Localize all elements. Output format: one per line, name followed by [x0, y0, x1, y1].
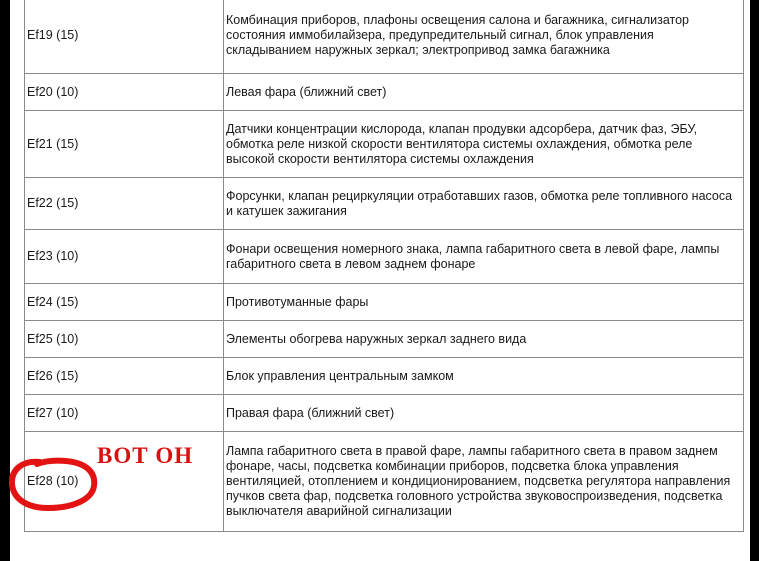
fuse-description-cell: Комбинация приборов, плафоны освещения салона и багажника, сигнализатор состояния иммобилайзера, предупредительный сигнал, блок управления складыванием наружных зеркал; электропривод замка багажника	[224, 0, 744, 74]
fuse-description-cell: Правая фара (ближний свет)	[224, 395, 744, 432]
fuse-description-cell: Фонари освещения номерного знака, лампа габаритного света в левой фаре, лампы габаритного света в левом заднем фонаре	[224, 230, 744, 284]
fuse-code-cell: Ef26 (15)	[25, 358, 224, 395]
right-border	[750, 0, 759, 561]
table-row	[25, 74, 744, 111]
fuse-description-cell: Блок управления центральным замком	[224, 358, 744, 395]
fuse-description-cell: Элементы обогрева наружных зеркал заднего вида	[224, 321, 744, 358]
table-row	[25, 111, 744, 178]
fuse-description-cell: Противотуманные фары	[224, 284, 744, 321]
fuse-code-cell: Ef19 (15)	[25, 0, 224, 74]
fuse-code-cell: Ef24 (15)	[25, 284, 224, 321]
page-content	[10, 0, 750, 561]
fuse-description-cell: Форсунки, клапан рециркуляции отработавших газов, обмотка реле топливного насоса и катушек зажигания	[224, 178, 744, 230]
table-row	[25, 321, 744, 358]
table-row	[25, 284, 744, 321]
table-row	[25, 178, 744, 230]
table-row	[25, 230, 744, 284]
left-border	[0, 0, 10, 561]
handwritten-annotation: ВОТ ОН	[97, 443, 194, 468]
fuse-code-cell: Ef28 (10)	[25, 432, 224, 532]
table-row	[25, 395, 744, 432]
table-row	[25, 0, 744, 74]
fuse-description-cell: Лампа габаритного света в правой фаре, лампы габаритного света в правом заднем фонаре, часы, подсветка комбинации приборов, подсветка блока управления вентиляцией, отоплением и кондиционированием, подсветка регулятора направления пучков света фар, подсветка головного устройства звуковоспроизведения, подсветка выключателя аварийной сигнализации	[224, 432, 744, 532]
fuse-code-cell: Ef23 (10)	[25, 230, 224, 284]
fuse-description-cell: Датчики концентрации кислорода, клапан продувки адсорбера, датчик фаз, ЭБУ, обмотка реле низкой скорости вентилятора системы охлаждения, обмотка реле высокой скорости вентилятора системы охлаждения	[224, 111, 744, 178]
fuse-code-cell: Ef20 (10)	[25, 74, 224, 111]
fuse-code-cell: Ef22 (15)	[25, 178, 224, 230]
fuse-description-cell: Левая фара (ближний свет)	[224, 74, 744, 111]
table-row	[25, 358, 744, 395]
fuse-code-cell: Ef27 (10)	[25, 395, 224, 432]
fuse-code-cell: Ef25 (10)	[25, 321, 224, 358]
fuse-code-cell: Ef21 (15)	[25, 111, 224, 178]
